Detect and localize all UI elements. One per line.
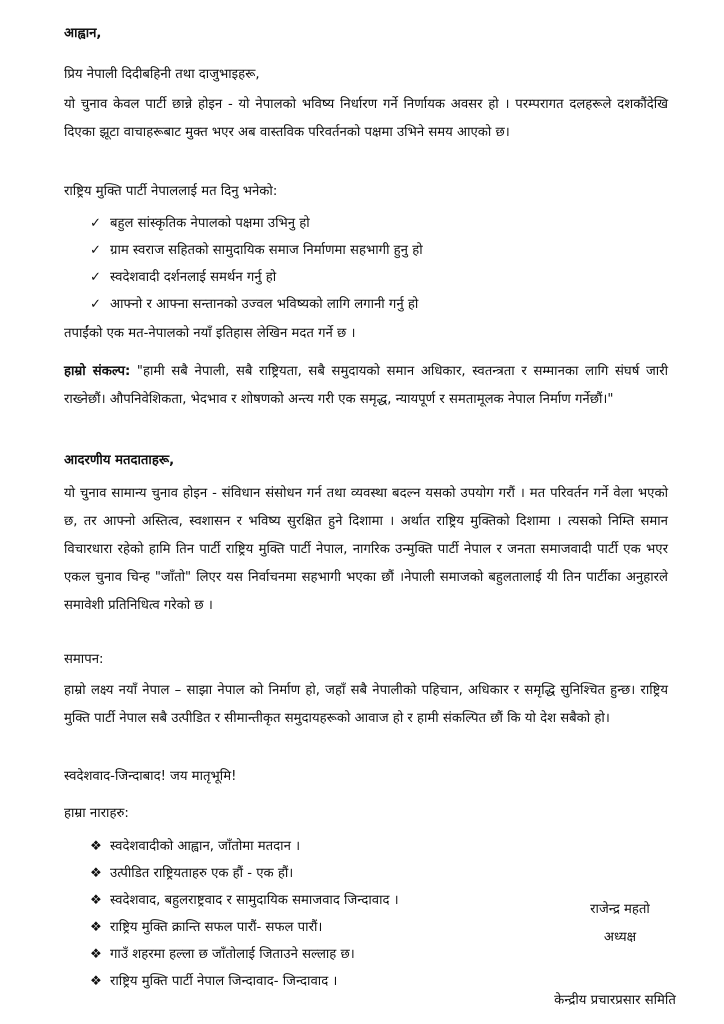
resolution-paragraph — [64, 358, 668, 414]
check-icon: ✓ — [90, 270, 102, 285]
list-item: ✓ ग्राम स्वराज सहितको सामुदायिक समाज निर्माणमा सहभागी हुनु हो — [90, 237, 650, 264]
voters-paragraph: यो चुनाव सामान्य चुनाव होइन - संविधान संसोधन गर्न तथा व्यवस्था बदल्न यसको उपयोग गरौं । मत परिवर्तन गर्ने वेला भएको छ, तर आफ्नो अस्तित्व, स्वशासन र भविष्य सुरक्षित हुने दिशामा । अर्थात राष्ट्रिय मुक्तिको दिशामा । त्यसको निम्ति समान विचारधारा रहेको हामि तिन पार्टी राष्ट्रिय मुक्ति पार्टी नेपाल, नागरिक उन्मुक्ति पार्टी नेपाल र जनता समाजवादी पार्टी एक भएर एकल चुनाव चिन्ह "जाँतो" लिएर यस निर्वाचनमा सहभागी भएका छौं ।नेपाली समाजको बहुलतालाई यी तिन पार्टीका अनुहारले समावेशी प्रतिनिधित्व गरेको छ । — [64, 486, 668, 613]
list-item: ❖ स्वदेशवादीको आह्वान, जाँतोमा मतदान । — [90, 833, 550, 860]
vote-meaning-list — [90, 210, 650, 318]
list-item: ❖ गाउँ शहरमा हल्ला छ जाँतोलाई जिताउने सल्लाह छ। — [90, 941, 550, 968]
check-icon: ✓ — [90, 297, 102, 312]
slogans-list — [90, 833, 550, 995]
check-icon: ✓ — [90, 216, 102, 231]
diamond-bullet-icon: ❖ — [90, 839, 102, 854]
diamond-bullet-icon: ❖ — [90, 920, 102, 935]
diamond-bullet-icon: ❖ — [90, 893, 102, 908]
list-item: ✓ स्वदेशवादी दर्शनलाई समर्थन गर्नु हो — [90, 264, 650, 291]
list-item: ❖ राष्ट्रिय मुक्ति क्रान्ति सफल पारौं- सफल पारौं। — [90, 914, 550, 941]
list-item: ❖ उत्पीडित राष्ट्रियताहरु एक हौं - एक हौं। — [90, 860, 550, 887]
list-item: ✓ आफ्नो र आफ्ना सन्तानको उज्वल भविष्यको लागि लगानी गर्नु हो — [90, 291, 650, 318]
list-item: ❖ राष्ट्रिय मुक्ति पार्टी नेपाल जिन्दावाद- जिन्दावाद । — [90, 968, 550, 995]
one-vote-line: तपाईंको एक मत-नेपालको नयाँ इतिहास लेखिन मदत गर्ने छ । — [64, 326, 356, 341]
diamond-bullet-icon: ❖ — [90, 866, 102, 881]
resolution-text: "हामी सबै नेपाली, सबै राष्ट्रियता, सबै समुदायको समान अधिकार, स्वतन्त्रता र सम्मानका लागि संघर्ष जारी राख्नेछौं। औपनिवेशिकता, भेदभाव र शोषणको अन्त्य गरी एक समृद्ध, न्यायपूर्ण र समतामूलक नेपाल निर्माण गर्नेछौं।" — [64, 364, 669, 407]
diamond-bullet-icon: ❖ — [90, 974, 102, 989]
resolution-label: हाम्रो संकल्प: — [64, 364, 131, 379]
slogans-heading: हाम्रा नाराहरु: — [64, 806, 129, 821]
conclusion-heading: समापन: — [64, 652, 104, 667]
list-item: ✓ बहुल सांस्कृतिक नेपालको पक्षमा उभिनु हो — [90, 210, 650, 237]
greeting: प्रिय नेपाली दिदीबहिनी तथा दाजुभाइहरू, — [64, 67, 260, 82]
vote-meaning-heading: राष्ट्रिय मुक्ति पार्टी नेपाललाई मत दिनु भनेको: — [64, 184, 278, 199]
slogan-line: स्वदेशवाद-जिन्दाबाद! जय मातृभूमि! — [64, 769, 237, 784]
salutation-title: आह्वान, — [64, 26, 102, 41]
intro-paragraph: यो चुनाव केवल पार्टी छान्ने होइन - यो नेपालको भविष्य निर्धारण गर्ने निर्णायक अवसर हो । परम्परागत दलहरूले दशकौंदेखि दिएका झूटा वाचाहरूबाट मुक्त भएर अब वास्तविक परिवर्तनको पक्षमा उभिने समय आएको छ। — [64, 97, 668, 140]
issuer: केन्द्रीय प्रचारप्रसार समिति — [554, 993, 676, 1008]
diamond-bullet-icon: ❖ — [90, 947, 102, 962]
signatory-title: अध्यक्ष — [603, 930, 637, 945]
list-item: ❖ स्वदेशवाद, बहुलराष्ट्रवाद र सामुदायिक समाजवाद जिन्दावाद । — [90, 887, 550, 914]
signatory-name: राजेन्द्र महतो — [590, 902, 650, 917]
voters-heading: आदरणीय मतदाताहरू, — [64, 453, 175, 468]
check-icon: ✓ — [90, 243, 102, 258]
conclusion-paragraph: हाम्रो लक्ष्य नयाँ नेपाल – साझा नेपाल को निर्माण हो, जहाँ सबै नेपालीको पहिचान, अधिकार र समृद्धि सुनिश्चित हुन्छ। राष्ट्रिय मुक्ति पार्टी नेपाल सबै उत्पीडित र सीमान्तीकृत समुदायहरूको आवाज हो र हामी संकल्पित छौं कि यो देश सबैको हो। — [64, 683, 668, 726]
